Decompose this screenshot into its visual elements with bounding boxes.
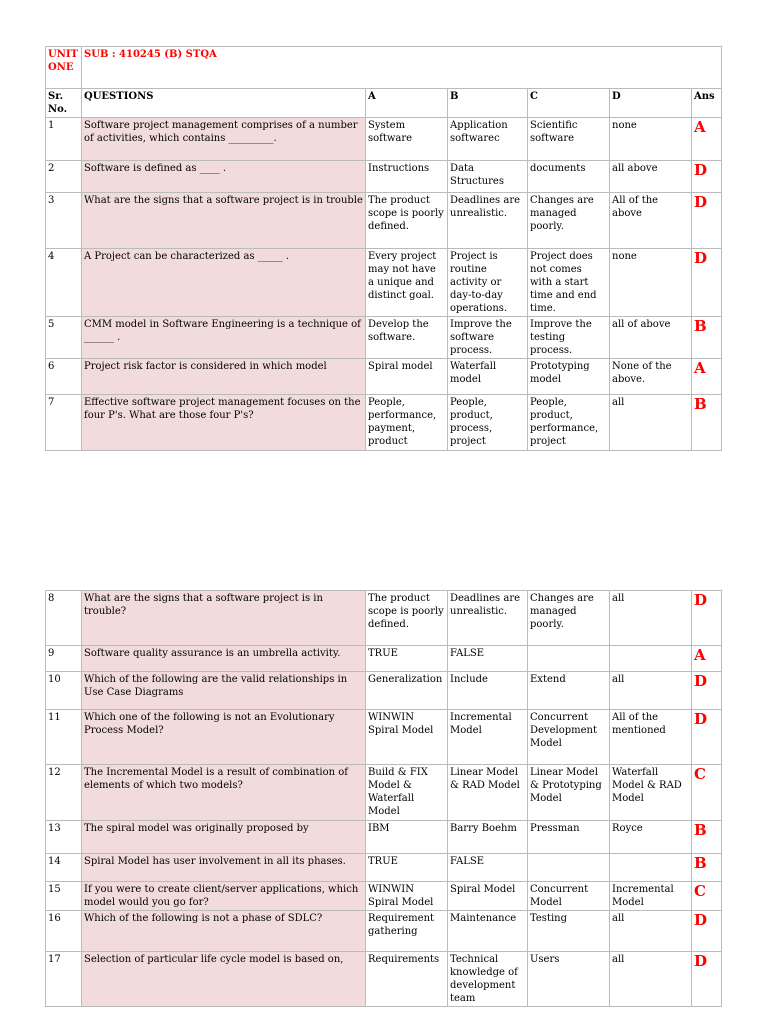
header-sr: Sr. No.	[46, 89, 82, 118]
option-a-cell: Instructions	[366, 161, 448, 193]
option-b-cell: FALSE	[448, 646, 528, 672]
table-row	[46, 911, 722, 952]
option-c-cell: Scientific software	[528, 118, 610, 161]
sr-cell: 8	[46, 591, 82, 646]
answer-cell: A	[692, 118, 722, 161]
question-cell: Software quality assurance is an umbrella activity.	[82, 646, 366, 672]
option-a-cell: IBM	[366, 821, 448, 854]
option-b-cell: Barry Boehm	[448, 821, 528, 854]
option-b-cell: Deadlines are unrealistic.	[448, 591, 528, 646]
table-row	[46, 249, 722, 317]
option-b-cell: Project is routine activity or day-to-day operations.	[448, 249, 528, 317]
answer-cell: D	[692, 591, 722, 646]
option-b-cell: Data Structures	[448, 161, 528, 193]
answer-cell: D	[692, 193, 722, 249]
option-d-cell: all above	[610, 161, 692, 193]
sr-cell: 11	[46, 710, 82, 765]
option-d-cell: none	[610, 249, 692, 317]
option-b-cell: Linear Model & RAD Model	[448, 765, 528, 821]
unit-cell: UNIT ONE	[46, 47, 82, 89]
title-row	[46, 47, 722, 89]
answer-cell: B	[692, 317, 722, 359]
header-question: QUESTIONS	[82, 89, 366, 118]
table-body-1	[46, 118, 722, 451]
sr-cell: 14	[46, 854, 82, 882]
option-a-cell: Develop the software.	[366, 317, 448, 359]
question-cell: What are the signs that a software project is in trouble?	[82, 591, 366, 646]
answer-cell: D	[692, 672, 722, 710]
sr-cell: 13	[46, 821, 82, 854]
header-a: A	[366, 89, 448, 118]
sr-cell: 2	[46, 161, 82, 193]
option-c-cell: Project does not comes with a start time and end time.	[528, 249, 610, 317]
table-row	[46, 395, 722, 451]
table-row	[46, 591, 722, 646]
answer-cell: B	[692, 854, 722, 882]
option-b-cell: Maintenance	[448, 911, 528, 952]
option-c-cell: Changes are managed poorly.	[528, 591, 610, 646]
option-a-cell: WINWIN Spiral Model	[366, 882, 448, 911]
sr-cell: 16	[46, 911, 82, 952]
table-row	[46, 765, 722, 821]
question-cell: Software is defined as ____ .	[82, 161, 366, 193]
question-cell: Selection of particular life cycle model is based on,	[82, 952, 366, 1007]
option-d-cell	[610, 854, 692, 882]
subject-cell: SUB : 410245 (B) STQA	[82, 47, 722, 89]
option-c-cell: Concurrent Model	[528, 882, 610, 911]
option-b-cell: FALSE	[448, 854, 528, 882]
question-cell: CMM model in Software Engineering is a technique of ______ .	[82, 317, 366, 359]
option-c-cell: Improve the testing process.	[528, 317, 610, 359]
option-d-cell: All of the above	[610, 193, 692, 249]
option-a-cell: Every project may not have a unique and distinct goal.	[366, 249, 448, 317]
option-b-cell: Technical knowledge of development team	[448, 952, 528, 1007]
answer-cell: A	[692, 359, 722, 395]
option-d-cell: all	[610, 591, 692, 646]
answer-cell: B	[692, 821, 722, 854]
header-d: D	[610, 89, 692, 118]
option-c-cell: Linear Model & Prototyping Model	[528, 765, 610, 821]
option-c-cell: Extend	[528, 672, 610, 710]
table-row	[46, 821, 722, 854]
option-c-cell: Changes are managed poorly.	[528, 193, 610, 249]
option-d-cell: all	[610, 395, 692, 451]
answer-cell: C	[692, 765, 722, 821]
sr-cell: 3	[46, 193, 82, 249]
option-b-cell: Deadlines are unrealistic.	[448, 193, 528, 249]
option-d-cell: All of the mentioned	[610, 710, 692, 765]
answer-cell: B	[692, 395, 722, 451]
answer-cell: D	[692, 911, 722, 952]
question-cell: Which of the following are the valid relationships in Use Case Diagrams	[82, 672, 366, 710]
sr-cell: 12	[46, 765, 82, 821]
column-header-row	[46, 89, 722, 118]
table-row	[46, 952, 722, 1007]
sr-cell: 9	[46, 646, 82, 672]
sr-cell: 10	[46, 672, 82, 710]
option-a-cell: WINWIN Spiral Model	[366, 710, 448, 765]
option-a-cell: Requirement gathering	[366, 911, 448, 952]
option-c-cell: Testing	[528, 911, 610, 952]
option-d-cell	[610, 646, 692, 672]
header-b: B	[448, 89, 528, 118]
question-cell: The Incremental Model is a result of combination of elements of which two models?	[82, 765, 366, 821]
option-c-cell	[528, 854, 610, 882]
option-c-cell: Prototyping model	[528, 359, 610, 395]
table-row	[46, 193, 722, 249]
option-c-cell: Users	[528, 952, 610, 1007]
option-c-cell	[528, 646, 610, 672]
table-row	[46, 672, 722, 710]
option-c-cell: documents	[528, 161, 610, 193]
answer-cell: C	[692, 882, 722, 911]
question-cell: A Project can be characterized as _____ .	[82, 249, 366, 317]
option-c-cell: Concurrent Development Model	[528, 710, 610, 765]
question-cell: What are the signs that a software project is in trouble	[82, 193, 366, 249]
sr-cell: 4	[46, 249, 82, 317]
option-a-cell: TRUE	[366, 646, 448, 672]
question-cell: Which of the following is not a phase of SDLC?	[82, 911, 366, 952]
table-row	[46, 317, 722, 359]
option-d-cell: all	[610, 911, 692, 952]
option-a-cell: Requirements	[366, 952, 448, 1007]
option-a-cell: System software	[366, 118, 448, 161]
option-d-cell: Incremental Model	[610, 882, 692, 911]
mcq-table-2	[45, 590, 722, 1007]
option-d-cell: Waterfall Model & RAD Model	[610, 765, 692, 821]
option-d-cell: Royce	[610, 821, 692, 854]
table-row	[46, 854, 722, 882]
option-b-cell: Application softwarec	[448, 118, 528, 161]
header-c: C	[528, 89, 610, 118]
question-cell: Which one of the following is not an Evolutionary Process Model?	[82, 710, 366, 765]
question-cell: The spiral model was originally proposed by	[82, 821, 366, 854]
sr-cell: 1	[46, 118, 82, 161]
option-a-cell: Spiral model	[366, 359, 448, 395]
table-row	[46, 710, 722, 765]
table-row	[46, 882, 722, 911]
answer-cell: D	[692, 161, 722, 193]
answer-cell: D	[692, 710, 722, 765]
option-a-cell: TRUE	[366, 854, 448, 882]
option-d-cell: all	[610, 672, 692, 710]
option-a-cell: The product scope is poorly defined.	[366, 193, 448, 249]
table-body-2	[46, 591, 722, 1007]
table-row	[46, 646, 722, 672]
option-d-cell: all of above	[610, 317, 692, 359]
question-cell: Software project management comprises of a number of activities, which contains _________.	[82, 118, 366, 161]
sr-cell: 15	[46, 882, 82, 911]
question-cell: Project risk factor is considered in which model	[82, 359, 366, 395]
option-b-cell: Spiral Model	[448, 882, 528, 911]
sr-cell: 6	[46, 359, 82, 395]
option-b-cell: Include	[448, 672, 528, 710]
sr-cell: 7	[46, 395, 82, 451]
answer-cell: D	[692, 249, 722, 317]
option-b-cell: People, product, process, project	[448, 395, 528, 451]
answer-cell: A	[692, 646, 722, 672]
answer-cell: D	[692, 952, 722, 1007]
option-b-cell: Incremental Model	[448, 710, 528, 765]
option-c-cell: Pressman	[528, 821, 610, 854]
question-cell: Spiral Model has user involvement in all its phases.	[82, 854, 366, 882]
sr-cell: 17	[46, 952, 82, 1007]
sr-cell: 5	[46, 317, 82, 359]
option-d-cell: None of the above.	[610, 359, 692, 395]
option-a-cell: The product scope is poorly defined.	[366, 591, 448, 646]
header-ans: Ans	[692, 89, 722, 118]
option-d-cell: none	[610, 118, 692, 161]
table-row	[46, 359, 722, 395]
option-d-cell: all	[610, 952, 692, 1007]
question-cell: Effective software project management focuses on the four P's. What are those four P's?	[82, 395, 366, 451]
option-b-cell: Waterfall model	[448, 359, 528, 395]
mcq-table-1	[45, 46, 722, 451]
option-a-cell: Generalization	[366, 672, 448, 710]
table-row	[46, 118, 722, 161]
question-cell: If you were to create client/server applications, which model would you go for?	[82, 882, 366, 911]
option-c-cell: People, product, performance, project	[528, 395, 610, 451]
option-b-cell: Improve the software process.	[448, 317, 528, 359]
table-row	[46, 161, 722, 193]
option-a-cell: Build & FIX Model & Waterfall Model	[366, 765, 448, 821]
option-a-cell: People, performance, payment, product	[366, 395, 448, 451]
